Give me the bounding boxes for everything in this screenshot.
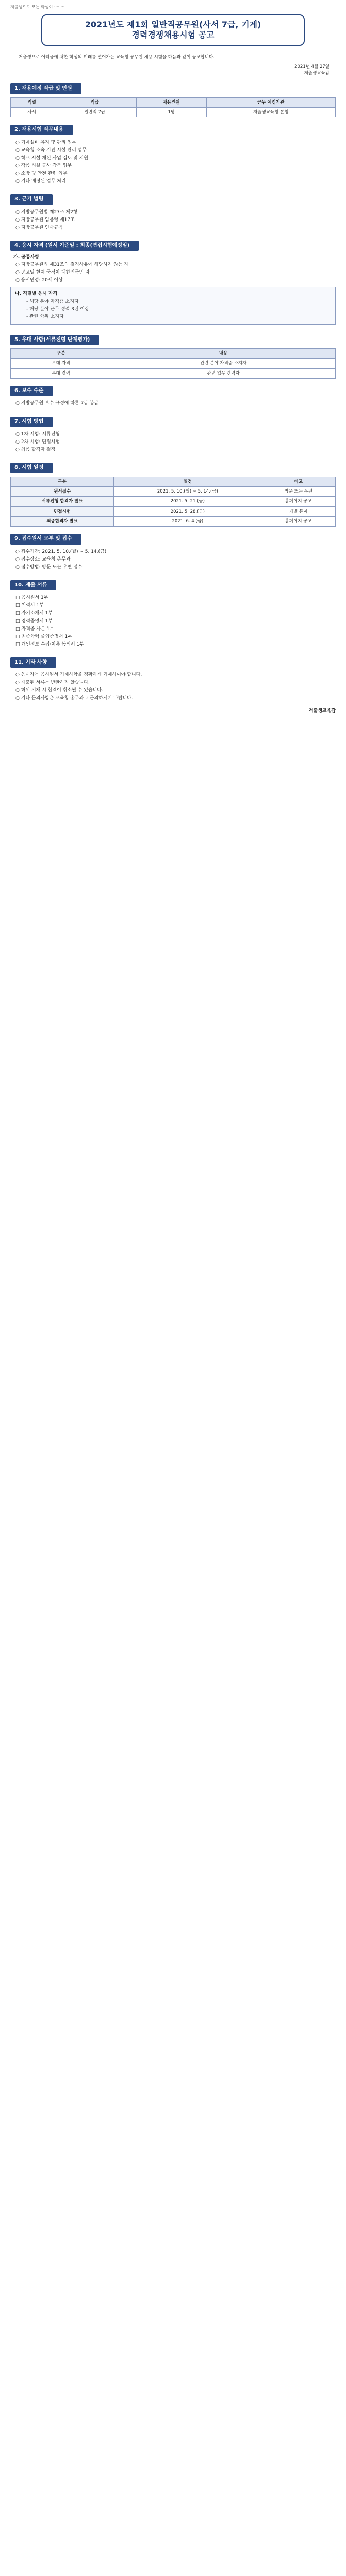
section-1-heading: 1. 채용예정 직급 및 인원 xyxy=(10,83,81,94)
table-header: 구분 xyxy=(11,477,114,486)
list-item: ○ 응시연령: 20세 이상 xyxy=(15,277,336,284)
table-cell: 관련 업무 경력자 xyxy=(111,368,336,378)
table-header: 직급 xyxy=(53,97,137,107)
table-cell: 서류전형 합격자 발표 xyxy=(11,497,114,506)
list-item: ○ 공고일 현재 국적이 대한민국인 자 xyxy=(15,269,336,276)
table-row xyxy=(11,486,336,496)
section-10-heading: 10. 제출 서류 xyxy=(10,580,56,591)
table-header: 내용 xyxy=(111,349,336,359)
list-item: ○ 접수장소: 교육청 총무과 xyxy=(15,556,336,563)
table-cell: 최종합격자 발표 xyxy=(11,516,114,526)
table-cell: 2021. 6. 4.(금) xyxy=(114,516,261,526)
qualifications-list xyxy=(15,262,336,284)
footer-signature: 저출생교육감 xyxy=(308,708,336,714)
table-header: 일정 xyxy=(114,477,261,486)
title-line-1: 2021년도 제1회 일반직공무원(사서 7급, 기계) xyxy=(85,19,261,29)
list-item: ○ 지방공무원법 제27조 제2항 xyxy=(15,209,336,216)
title-line-2: 경력경쟁채용시험 공고 xyxy=(131,30,215,40)
list-item: □ 경력증명서 1부 xyxy=(15,618,336,625)
title-box xyxy=(41,14,305,46)
list-item: ○ 교육청 소속 기관 시설 관리 업무 xyxy=(15,147,336,154)
table-cell: 홈페이지 공고 xyxy=(261,497,336,506)
list-item: ○ 학교 시설 개선 사업 검토 및 지원 xyxy=(15,155,336,162)
list-item: □ 최종학력 졸업증명서 1부 xyxy=(15,634,336,640)
section-6-heading: 6. 보수 수준 xyxy=(10,386,53,397)
table-cell: 홈페이지 공고 xyxy=(261,516,336,526)
list-item: ○ 1차 시험: 서류전형 xyxy=(15,431,336,438)
list-item: ○ 기타 문의사항은 교육청 총무과로 문의하시기 바랍니다. xyxy=(15,695,336,702)
list-item: - 해당 분야 자격증 소지자 xyxy=(26,299,331,306)
preference-table xyxy=(10,348,336,379)
table-cell: 방문 또는 우편 xyxy=(261,486,336,496)
announcement-page xyxy=(5,0,341,725)
qualifications-subtitle: 가. 공통사항 xyxy=(13,255,40,260)
list-item: ○ 최종 합격자 결정 xyxy=(15,447,336,453)
qualification-box xyxy=(10,287,336,324)
recruitment-table xyxy=(10,97,336,118)
section-9-heading: 9. 접수원서 교부 및 접수 xyxy=(10,534,81,545)
table-row xyxy=(11,359,336,368)
list-item: ○ 지방공무원 보수 규정에 따른 7급 봉급 xyxy=(15,400,336,407)
table-header: 근무 예정기관 xyxy=(206,97,336,107)
laws-list xyxy=(15,209,336,231)
list-item: ○ 소방 및 안전 관련 업무 xyxy=(15,171,336,177)
table-cell: 개별 통지 xyxy=(261,506,336,516)
table-cell: 원서접수 xyxy=(11,486,114,496)
table-cell: 2021. 5. 21.(금) xyxy=(114,497,261,506)
duties-list xyxy=(15,140,336,185)
section-8-heading: 8. 시험 일정 xyxy=(10,463,53,473)
other-list xyxy=(15,672,336,702)
qualification-box-title: 나. 직렬별 응시 자격 xyxy=(15,291,58,297)
table-cell: 사서 xyxy=(11,107,53,117)
pay-list xyxy=(15,400,336,407)
schedule-table xyxy=(10,477,336,527)
list-item: ○ 접수기간: 2021. 5. 10.(월) ~ 5. 14.(금) xyxy=(15,549,336,555)
list-item: ○ 지방공무원법 제31조의 결격사유에 해당하지 않는 자 xyxy=(15,262,336,268)
table-cell: 2021. 5. 28.(금) xyxy=(114,506,261,516)
list-item: ○ 기계설비 유지 및 관리 업무 xyxy=(15,140,336,146)
section-4-heading: 4. 응시 자격 (원서 기준일 : 최종(면접시험예정일) xyxy=(10,241,139,251)
table-row xyxy=(11,107,336,117)
list-item: ○ 접수방법: 방문 또는 우편 접수 xyxy=(15,564,336,571)
section-3-heading: 3. 근거 법령 xyxy=(10,194,53,205)
list-item: □ 개인정보 수집·이용 동의서 1부 xyxy=(15,641,336,648)
table-header: 비고 xyxy=(261,477,336,486)
section-11-heading: 11. 기타 사항 xyxy=(10,657,56,668)
application-list xyxy=(15,549,336,571)
table-cell: 관련 분야 자격증 소지자 xyxy=(111,359,336,368)
exam-method-list xyxy=(15,431,336,453)
list-item: ○ 허위 기재 시 합격이 취소될 수 있습니다. xyxy=(15,687,336,694)
section-7-heading: 7. 시험 방법 xyxy=(10,417,53,428)
table-header: 채용인원 xyxy=(137,97,206,107)
list-item: □ 응시원서 1부 xyxy=(15,595,336,601)
section-5-heading: 5. 우대 사항(서류전형 단계평가) xyxy=(10,335,99,346)
section-2-heading: 2. 채용시험 직무내용 xyxy=(10,125,73,135)
table-cell: 일반직 7급 xyxy=(53,107,137,117)
list-item: ○ 지방공무원 인사규칙 xyxy=(15,225,336,231)
announcement-date: 2021년 4월 27일 xyxy=(294,64,329,70)
list-item: ○ 각종 시설 공사 감독 업무 xyxy=(15,163,336,170)
table-cell: 우대 경력 xyxy=(11,368,111,378)
list-item: □ 자기소개서 1부 xyxy=(15,610,336,617)
table-row xyxy=(11,506,336,516)
table-cell: 1명 xyxy=(137,107,206,117)
issuer-name: 저출생교육감 xyxy=(304,70,329,76)
table-row xyxy=(11,516,336,526)
table-cell: 면접시험 xyxy=(11,506,114,516)
documents-list xyxy=(15,595,336,648)
list-item: ○ 2차 시험: 면접시험 xyxy=(15,439,336,446)
list-item: ○ 응시자는 응시원서 기재사항을 정확하게 기재하여야 합니다. xyxy=(15,672,336,679)
table-cell: 저출생교육청 본청 xyxy=(206,107,336,117)
list-item: - 해당 분야 근무 경력 3년 이상 xyxy=(26,306,331,313)
list-item: □ 이력서 1부 xyxy=(15,602,336,609)
table-header: 구분 xyxy=(11,349,111,359)
table-cell: 2021. 5. 10.(월) ~ 5. 14.(금) xyxy=(114,486,261,496)
list-item: ○ 제출된 서류는 반환하지 않습니다. xyxy=(15,680,336,686)
table-row xyxy=(11,368,336,378)
list-item: - 관련 학위 소지자 xyxy=(26,314,331,320)
table-row xyxy=(11,497,336,506)
top-note: 저출생으로 모든 학생이 ········· xyxy=(10,5,66,9)
list-item: ○ 기타 배정된 업무 처리 xyxy=(15,178,336,185)
table-cell: 우대 자격 xyxy=(11,359,111,368)
table-header: 직렬 xyxy=(11,97,53,107)
intro-text: 저출생으로 어려움에 처한 학생의 미래를 열어가는 교육청 공무원 채용 시험을 다음과 같이 공고합니다. xyxy=(19,55,215,60)
list-item: ○ 지방공무원 임용령 제17조 xyxy=(15,217,336,224)
list-item: □ 자격증 사본 1부 xyxy=(15,626,336,633)
